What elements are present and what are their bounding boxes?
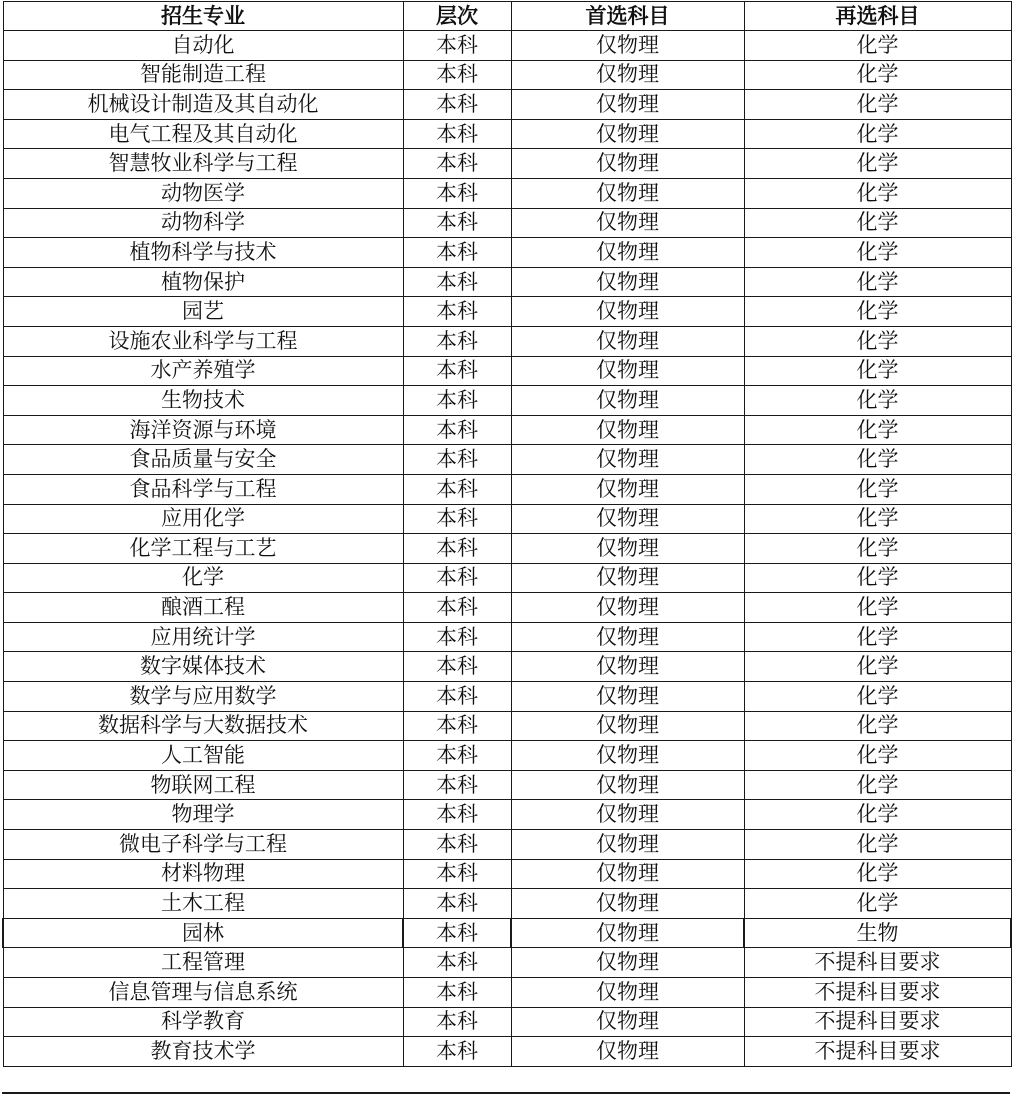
cell-secondary-subject: 化学 bbox=[744, 652, 1011, 682]
table-row bbox=[3, 326, 1011, 356]
table-row bbox=[3, 830, 1011, 860]
cell-primary-subject: 仅物理 bbox=[511, 563, 744, 593]
table-row bbox=[3, 741, 1011, 771]
cell-level: 本科 bbox=[403, 297, 511, 327]
table-row bbox=[3, 978, 1011, 1008]
cell-level: 本科 bbox=[403, 800, 511, 830]
table-row bbox=[3, 652, 1011, 682]
cell-level: 本科 bbox=[403, 386, 511, 416]
cell-primary-subject: 仅物理 bbox=[511, 386, 744, 416]
table-row bbox=[3, 1007, 1011, 1037]
cell-primary-subject: 仅物理 bbox=[511, 948, 744, 978]
cell-primary-subject: 仅物理 bbox=[511, 238, 744, 268]
cell-level: 本科 bbox=[403, 770, 511, 800]
cell-secondary-subject: 化学 bbox=[744, 770, 1011, 800]
cell-major: 食品科学与工程 bbox=[3, 474, 403, 504]
cell-secondary-subject: 化学 bbox=[744, 682, 1011, 712]
cell-major: 海洋资源与环境 bbox=[3, 415, 403, 445]
cell-major: 信息管理与信息系统 bbox=[3, 978, 403, 1008]
cell-secondary-subject: 化学 bbox=[744, 859, 1011, 889]
cell-level: 本科 bbox=[403, 918, 511, 948]
cell-primary-subject: 仅物理 bbox=[511, 31, 744, 61]
cell-primary-subject: 仅物理 bbox=[511, 770, 744, 800]
cell-major: 应用化学 bbox=[3, 504, 403, 534]
cell-level: 本科 bbox=[403, 652, 511, 682]
cell-secondary-subject: 化学 bbox=[744, 445, 1011, 475]
table-row bbox=[3, 90, 1011, 120]
table-row bbox=[3, 504, 1011, 534]
cell-level: 本科 bbox=[403, 356, 511, 386]
cell-primary-subject: 仅物理 bbox=[511, 741, 744, 771]
cell-level: 本科 bbox=[403, 267, 511, 297]
cell-primary-subject: 仅物理 bbox=[511, 918, 744, 948]
table-row bbox=[3, 238, 1011, 268]
table-body bbox=[3, 31, 1011, 1067]
cell-secondary-subject: 化学 bbox=[744, 889, 1011, 919]
cell-secondary-subject: 化学 bbox=[744, 415, 1011, 445]
table-row bbox=[3, 415, 1011, 445]
cell-major: 电气工程及其自动化 bbox=[3, 119, 403, 149]
cell-level: 本科 bbox=[403, 474, 511, 504]
cell-primary-subject: 仅物理 bbox=[511, 326, 744, 356]
cell-level: 本科 bbox=[403, 445, 511, 475]
cell-level: 本科 bbox=[403, 830, 511, 860]
cell-primary-subject: 仅物理 bbox=[511, 504, 744, 534]
cell-secondary-subject: 化学 bbox=[744, 593, 1011, 623]
cell-level: 本科 bbox=[403, 504, 511, 534]
cell-level: 本科 bbox=[403, 60, 511, 90]
cell-primary-subject: 仅物理 bbox=[511, 534, 744, 564]
table-row bbox=[3, 297, 1011, 327]
table-row bbox=[3, 60, 1011, 90]
cell-primary-subject: 仅物理 bbox=[511, 119, 744, 149]
header-row bbox=[3, 2, 1011, 31]
cell-major: 动物医学 bbox=[3, 178, 403, 208]
table-row bbox=[3, 889, 1011, 919]
cell-major: 微电子科学与工程 bbox=[3, 830, 403, 860]
cell-major: 人工智能 bbox=[3, 741, 403, 771]
cell-level: 本科 bbox=[403, 622, 511, 652]
cell-major: 化学工程与工艺 bbox=[3, 534, 403, 564]
cell-major: 物理学 bbox=[3, 800, 403, 830]
cell-level: 本科 bbox=[403, 593, 511, 623]
table-row bbox=[3, 711, 1011, 741]
cell-secondary-subject: 化学 bbox=[744, 326, 1011, 356]
cell-major: 应用统计学 bbox=[3, 622, 403, 652]
cell-major: 植物科学与技术 bbox=[3, 238, 403, 268]
cell-secondary-subject: 不提科目要求 bbox=[744, 948, 1011, 978]
table-row bbox=[3, 948, 1011, 978]
cell-major: 教育技术学 bbox=[3, 1037, 403, 1067]
cell-major: 智能制造工程 bbox=[3, 60, 403, 90]
cell-primary-subject: 仅物理 bbox=[511, 622, 744, 652]
cell-major: 酿酒工程 bbox=[3, 593, 403, 623]
cell-secondary-subject: 生物 bbox=[744, 918, 1011, 948]
cell-primary-subject: 仅物理 bbox=[511, 356, 744, 386]
cell-primary-subject: 仅物理 bbox=[511, 208, 744, 238]
cell-secondary-subject: 化学 bbox=[744, 563, 1011, 593]
cell-primary-subject: 仅物理 bbox=[511, 800, 744, 830]
cell-primary-subject: 仅物理 bbox=[511, 178, 744, 208]
cell-primary-subject: 仅物理 bbox=[511, 830, 744, 860]
cell-major: 数学与应用数学 bbox=[3, 682, 403, 712]
cell-secondary-subject: 化学 bbox=[744, 534, 1011, 564]
table-row bbox=[3, 918, 1011, 948]
table-row bbox=[3, 682, 1011, 712]
cell-secondary-subject: 化学 bbox=[744, 31, 1011, 61]
cell-secondary-subject: 化学 bbox=[744, 119, 1011, 149]
cell-primary-subject: 仅物理 bbox=[511, 415, 744, 445]
cell-level: 本科 bbox=[403, 208, 511, 238]
cell-level: 本科 bbox=[403, 1007, 511, 1037]
cell-primary-subject: 仅物理 bbox=[511, 889, 744, 919]
cell-level: 本科 bbox=[403, 741, 511, 771]
cell-level: 本科 bbox=[403, 978, 511, 1008]
cell-primary-subject: 仅物理 bbox=[511, 1007, 744, 1037]
cell-level: 本科 bbox=[403, 238, 511, 268]
cell-major: 物联网工程 bbox=[3, 770, 403, 800]
cell-primary-subject: 仅物理 bbox=[511, 859, 744, 889]
cell-major: 化学 bbox=[3, 563, 403, 593]
cell-secondary-subject: 化学 bbox=[744, 267, 1011, 297]
cell-secondary-subject: 不提科目要求 bbox=[744, 1037, 1011, 1067]
cell-secondary-subject: 化学 bbox=[744, 149, 1011, 179]
table-row bbox=[3, 563, 1011, 593]
cell-level: 本科 bbox=[403, 326, 511, 356]
cell-level: 本科 bbox=[403, 119, 511, 149]
cell-major: 园林 bbox=[3, 918, 403, 948]
table-row bbox=[3, 208, 1011, 238]
cell-primary-subject: 仅物理 bbox=[511, 149, 744, 179]
cell-secondary-subject: 化学 bbox=[744, 297, 1011, 327]
cell-secondary-subject: 化学 bbox=[744, 830, 1011, 860]
cell-level: 本科 bbox=[403, 859, 511, 889]
table-row bbox=[3, 267, 1011, 297]
cell-major: 工程管理 bbox=[3, 948, 403, 978]
cell-major: 设施农业科学与工程 bbox=[3, 326, 403, 356]
table-row bbox=[3, 31, 1011, 61]
table-row bbox=[3, 593, 1011, 623]
cell-secondary-subject: 化学 bbox=[744, 504, 1011, 534]
cell-secondary-subject: 不提科目要求 bbox=[744, 1007, 1011, 1037]
table-row bbox=[3, 149, 1011, 179]
cell-secondary-subject: 化学 bbox=[744, 386, 1011, 416]
cell-secondary-subject: 化学 bbox=[744, 800, 1011, 830]
cell-secondary-subject: 化学 bbox=[744, 208, 1011, 238]
cell-level: 本科 bbox=[403, 178, 511, 208]
table-row bbox=[3, 474, 1011, 504]
cell-major: 材料物理 bbox=[3, 859, 403, 889]
cell-major: 食品质量与安全 bbox=[3, 445, 403, 475]
cell-major: 数据科学与大数据技术 bbox=[3, 711, 403, 741]
cell-primary-subject: 仅物理 bbox=[511, 267, 744, 297]
cell-level: 本科 bbox=[403, 149, 511, 179]
cell-secondary-subject: 化学 bbox=[744, 90, 1011, 120]
cell-primary-subject: 仅物理 bbox=[511, 682, 744, 712]
table-bottom-border bbox=[2, 1092, 1010, 1094]
cell-major: 动物科学 bbox=[3, 208, 403, 238]
cell-major: 园艺 bbox=[3, 297, 403, 327]
cell-level: 本科 bbox=[403, 948, 511, 978]
cell-secondary-subject: 化学 bbox=[744, 356, 1011, 386]
table-row bbox=[3, 356, 1011, 386]
table-row bbox=[3, 534, 1011, 564]
cell-level: 本科 bbox=[403, 31, 511, 61]
table-row bbox=[3, 859, 1011, 889]
table-row bbox=[3, 445, 1011, 475]
cell-level: 本科 bbox=[403, 711, 511, 741]
header-level: 层次 bbox=[403, 2, 511, 31]
cell-level: 本科 bbox=[403, 1037, 511, 1067]
cell-level: 本科 bbox=[403, 415, 511, 445]
cell-secondary-subject: 化学 bbox=[744, 741, 1011, 771]
header-secondary-subject: 再选科目 bbox=[744, 2, 1011, 31]
table-row bbox=[3, 800, 1011, 830]
cell-major: 智慧牧业科学与工程 bbox=[3, 149, 403, 179]
cell-major: 机械设计制造及其自动化 bbox=[3, 90, 403, 120]
cell-level: 本科 bbox=[403, 534, 511, 564]
cell-primary-subject: 仅物理 bbox=[511, 978, 744, 1008]
cell-major: 植物保护 bbox=[3, 267, 403, 297]
cell-level: 本科 bbox=[403, 563, 511, 593]
cell-secondary-subject: 不提科目要求 bbox=[744, 978, 1011, 1008]
cell-primary-subject: 仅物理 bbox=[511, 297, 744, 327]
cell-major: 生物技术 bbox=[3, 386, 403, 416]
cell-secondary-subject: 化学 bbox=[744, 60, 1011, 90]
table-row bbox=[3, 770, 1011, 800]
cell-primary-subject: 仅物理 bbox=[511, 90, 744, 120]
table-row bbox=[3, 1037, 1011, 1067]
cell-major: 科学教育 bbox=[3, 1007, 403, 1037]
cell-primary-subject: 仅物理 bbox=[511, 445, 744, 475]
cell-primary-subject: 仅物理 bbox=[511, 711, 744, 741]
table-row bbox=[3, 178, 1011, 208]
cell-primary-subject: 仅物理 bbox=[511, 1037, 744, 1067]
cell-major: 数字媒体技术 bbox=[3, 652, 403, 682]
cell-secondary-subject: 化学 bbox=[744, 622, 1011, 652]
cell-secondary-subject: 化学 bbox=[744, 711, 1011, 741]
cell-primary-subject: 仅物理 bbox=[511, 652, 744, 682]
header-major: 招生专业 bbox=[3, 2, 403, 31]
table-row bbox=[3, 622, 1011, 652]
cell-primary-subject: 仅物理 bbox=[511, 593, 744, 623]
cell-level: 本科 bbox=[403, 90, 511, 120]
cell-secondary-subject: 化学 bbox=[744, 474, 1011, 504]
cell-level: 本科 bbox=[403, 889, 511, 919]
table-row bbox=[3, 386, 1011, 416]
admission-subject-table bbox=[2, 1, 1012, 1067]
cell-level: 本科 bbox=[403, 682, 511, 712]
cell-secondary-subject: 化学 bbox=[744, 238, 1011, 268]
cell-primary-subject: 仅物理 bbox=[511, 474, 744, 504]
cell-secondary-subject: 化学 bbox=[744, 178, 1011, 208]
cell-major: 土木工程 bbox=[3, 889, 403, 919]
cell-major: 水产养殖学 bbox=[3, 356, 403, 386]
cell-major: 自动化 bbox=[3, 31, 403, 61]
cell-primary-subject: 仅物理 bbox=[511, 60, 744, 90]
table-row bbox=[3, 119, 1011, 149]
header-primary-subject: 首选科目 bbox=[511, 2, 744, 31]
